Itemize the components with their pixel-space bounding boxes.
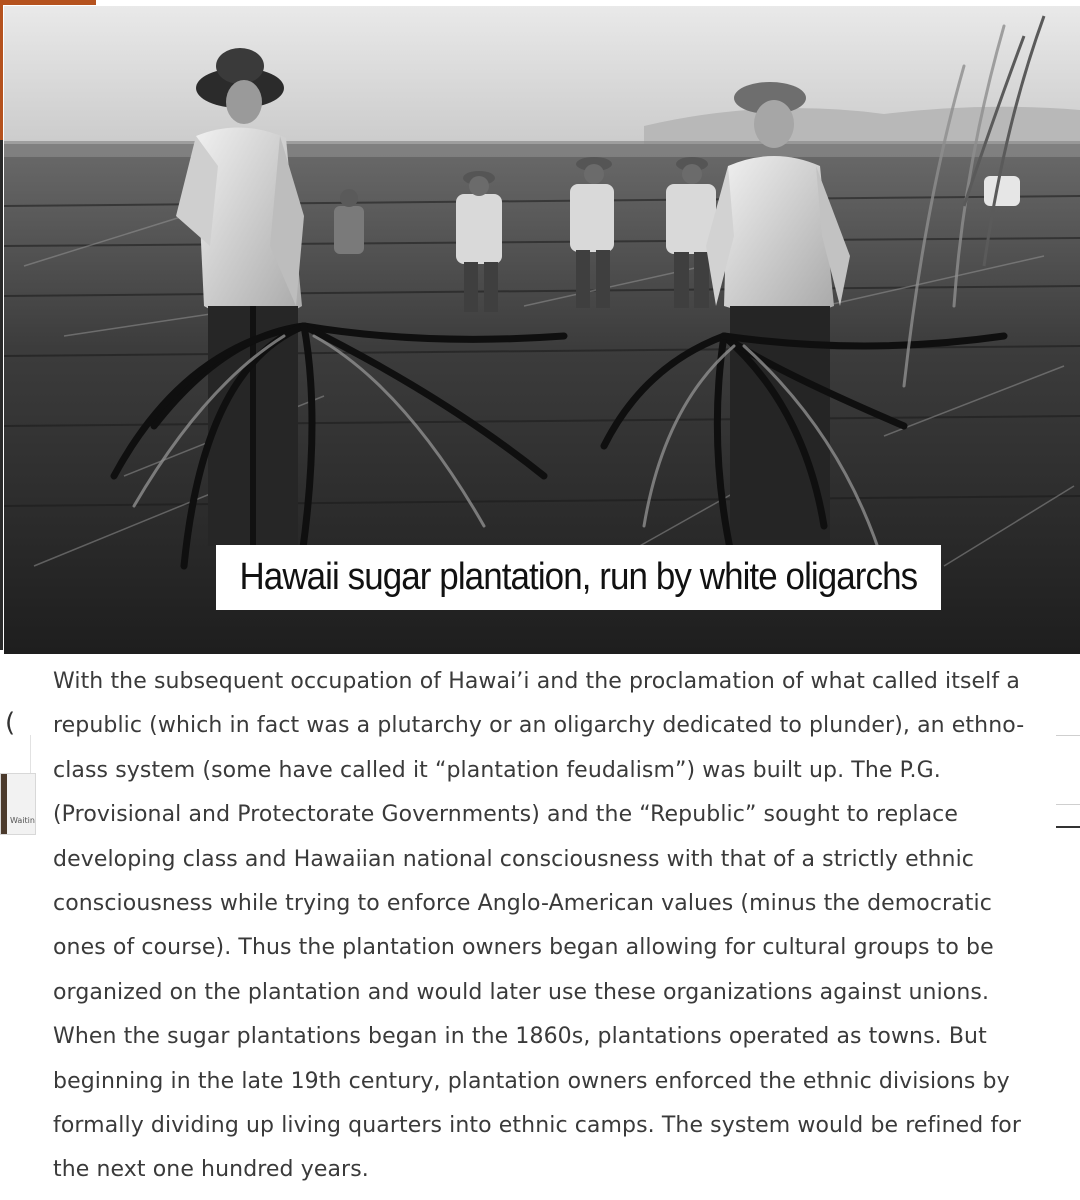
top-edge-strip: [0, 0, 96, 5]
image-caption: Hawaii sugar plantation, run by white oligarchs: [239, 556, 918, 598]
right-divider-top: [1056, 735, 1080, 736]
thumbnail-label: Waitin: [10, 816, 35, 825]
image-caption-box: [216, 545, 941, 610]
loading-thumbnail[interactable]: [0, 773, 36, 835]
left-paren-mark: (: [5, 708, 16, 738]
right-dash-mark: [1056, 826, 1080, 828]
left-edge-strip: [0, 0, 3, 650]
thumbnail-image: [1, 774, 7, 835]
right-divider-bottom: [1056, 804, 1080, 805]
article-paragraph: With the subsequent occupation of Hawai’i and the proclamation of what called itself a republic (which in fact was a plutarchy or an oligarchy dedicated to plunder), an ethno-class system (some have called it “plantation feudalism”) was built up. The P.G. (Provisional and Protectorate Governments) and the “Republic” sought to replace developing class and Hawaiian national consciousness with that of a strictly ethnic consciousness while trying to enforce Anglo-American values (minus the democratic ones of course). Thus the plantation owners began allowing for cultural groups to be organized on the plantation and would later use these organizations against unions. When the sugar plantations began in the 1860s, plantations operated as towns. But beginning in the late 19th century, plantation owners enforced the ethnic divisions by formally dividing up living quarters into ethnic camps. The system would be refined for the next one hundred years.: [53, 669, 1025, 1183]
